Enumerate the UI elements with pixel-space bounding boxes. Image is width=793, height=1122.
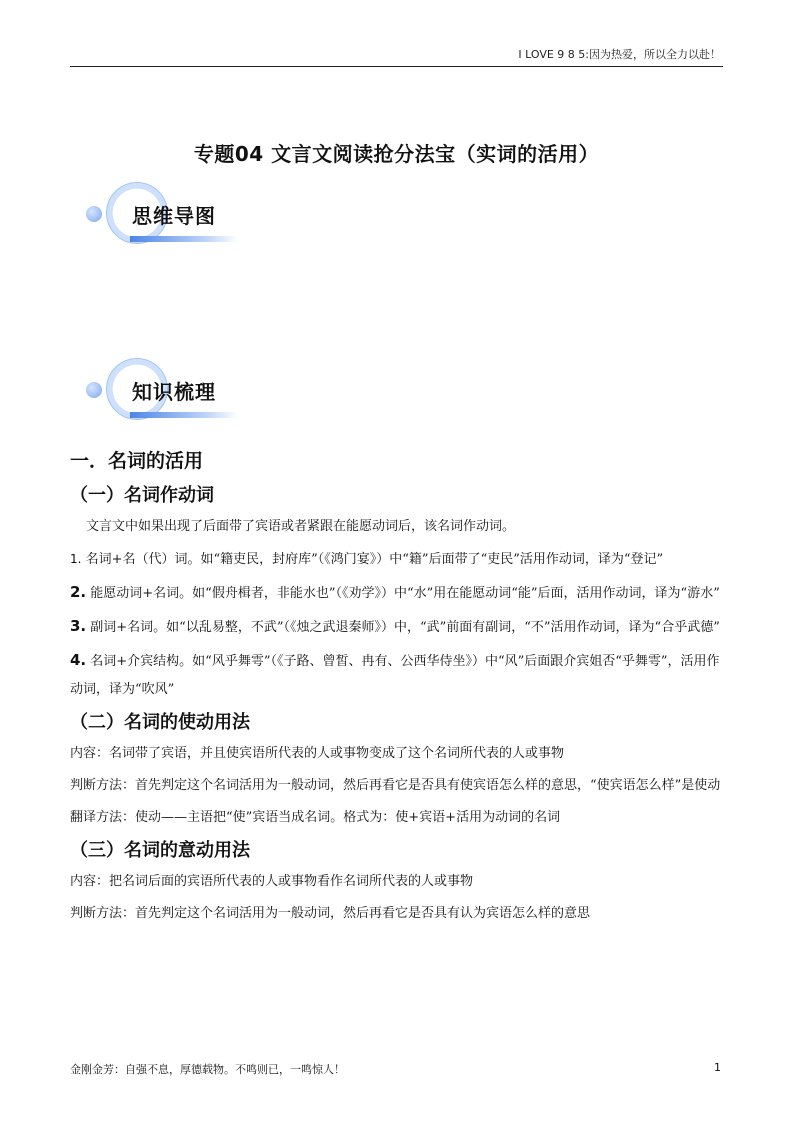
subsection-heading: （二）名词的使动用法 [70,712,250,733]
badge-dot-icon [86,206,102,222]
list-item [70,612,723,642]
mindmap-badge [84,182,264,252]
item-number: 3. [70,617,87,635]
knowledge-badge [84,358,264,428]
header-divider [70,66,723,67]
paragraph: 内容：名词带了宾语，并且使宾语所代表的人或事物变成了这个名词所代表的人或事物 [70,746,565,761]
item-text: 名词+名（代）词。如“籍吏民，封府库”（《鸿门宴》）中“籍”后面带了“吏民”活用作动词，译为“登记” [85,552,664,567]
item-text: 名词+介宾结构。如“风乎舞雩”（《子路、曾皙、冉有、公西华侍坐》）中“风”后面跟介宾姐否“乎舞雩”，活用作动词，译为“吹风” [70,654,720,697]
header-text: I LOVE 9 8 5:因为热爱，所以全力以赴！ [518,48,721,61]
page-number: 1 [714,1061,721,1074]
item-number: 2. [70,583,87,601]
paragraph: 判断方法：首先判定这个名词活用为一般动词，然后再看它是否具有认为宾语怎么样的意思 [70,906,591,921]
knowledge-badge-label: 知识梳理 [132,380,216,404]
item-number: 1. [70,552,82,566]
footer-motto: 金刚金芳：自强不息，厚德载物。不鸣则已，一鸣惊人！ [70,1063,345,1076]
paragraph: 文言文中如果出现了后面带了宾语或者紧跟在能愿动词后，该名词作动词。 [86,519,516,534]
section-heading: 一．名词的活用 [70,450,204,472]
list-item [70,578,723,608]
subsection-heading: （一）名词作动词 [70,485,214,506]
list-item [70,646,723,704]
mindmap-badge-label: 思维导图 [132,204,216,228]
badge-underline [130,412,238,418]
paragraph: 判断方法：首先判定这个名词活用为一般动词，然后再看它是否具有使宾语怎么样的意思，“使宾语怎么样”是使动 [70,778,721,793]
list-item [70,545,723,574]
item-text: 副词+名词。如“以乱易整，不武”（《烛之武退秦师》）中，“武”前面有副词，“不”活用作动词，译为“合乎武德” [90,620,720,635]
paragraph: 内容：把名词后面的宾语所代表的人或事物看作名词所代表的人或事物 [70,874,474,889]
paragraph: 翻译方法：使动——主语把“使”宾语当成名词。格式为：使+宾语+活用为动词的名词 [70,810,561,825]
badge-underline [130,236,238,242]
item-number: 4. [70,651,87,669]
page-title: 专题04 文言文阅读抢分法宝（实词的活用） [193,142,600,166]
badge-dot-icon [86,382,102,398]
item-text: 能愿动词+名词。如“假舟楫者，非能水也”（《劝学》）中“水”用在能愿动词“能”后面，活用作动词，译为“游水” [90,586,720,601]
subsection-heading: （三）名词的意动用法 [70,840,250,861]
main-content [70,446,723,932]
